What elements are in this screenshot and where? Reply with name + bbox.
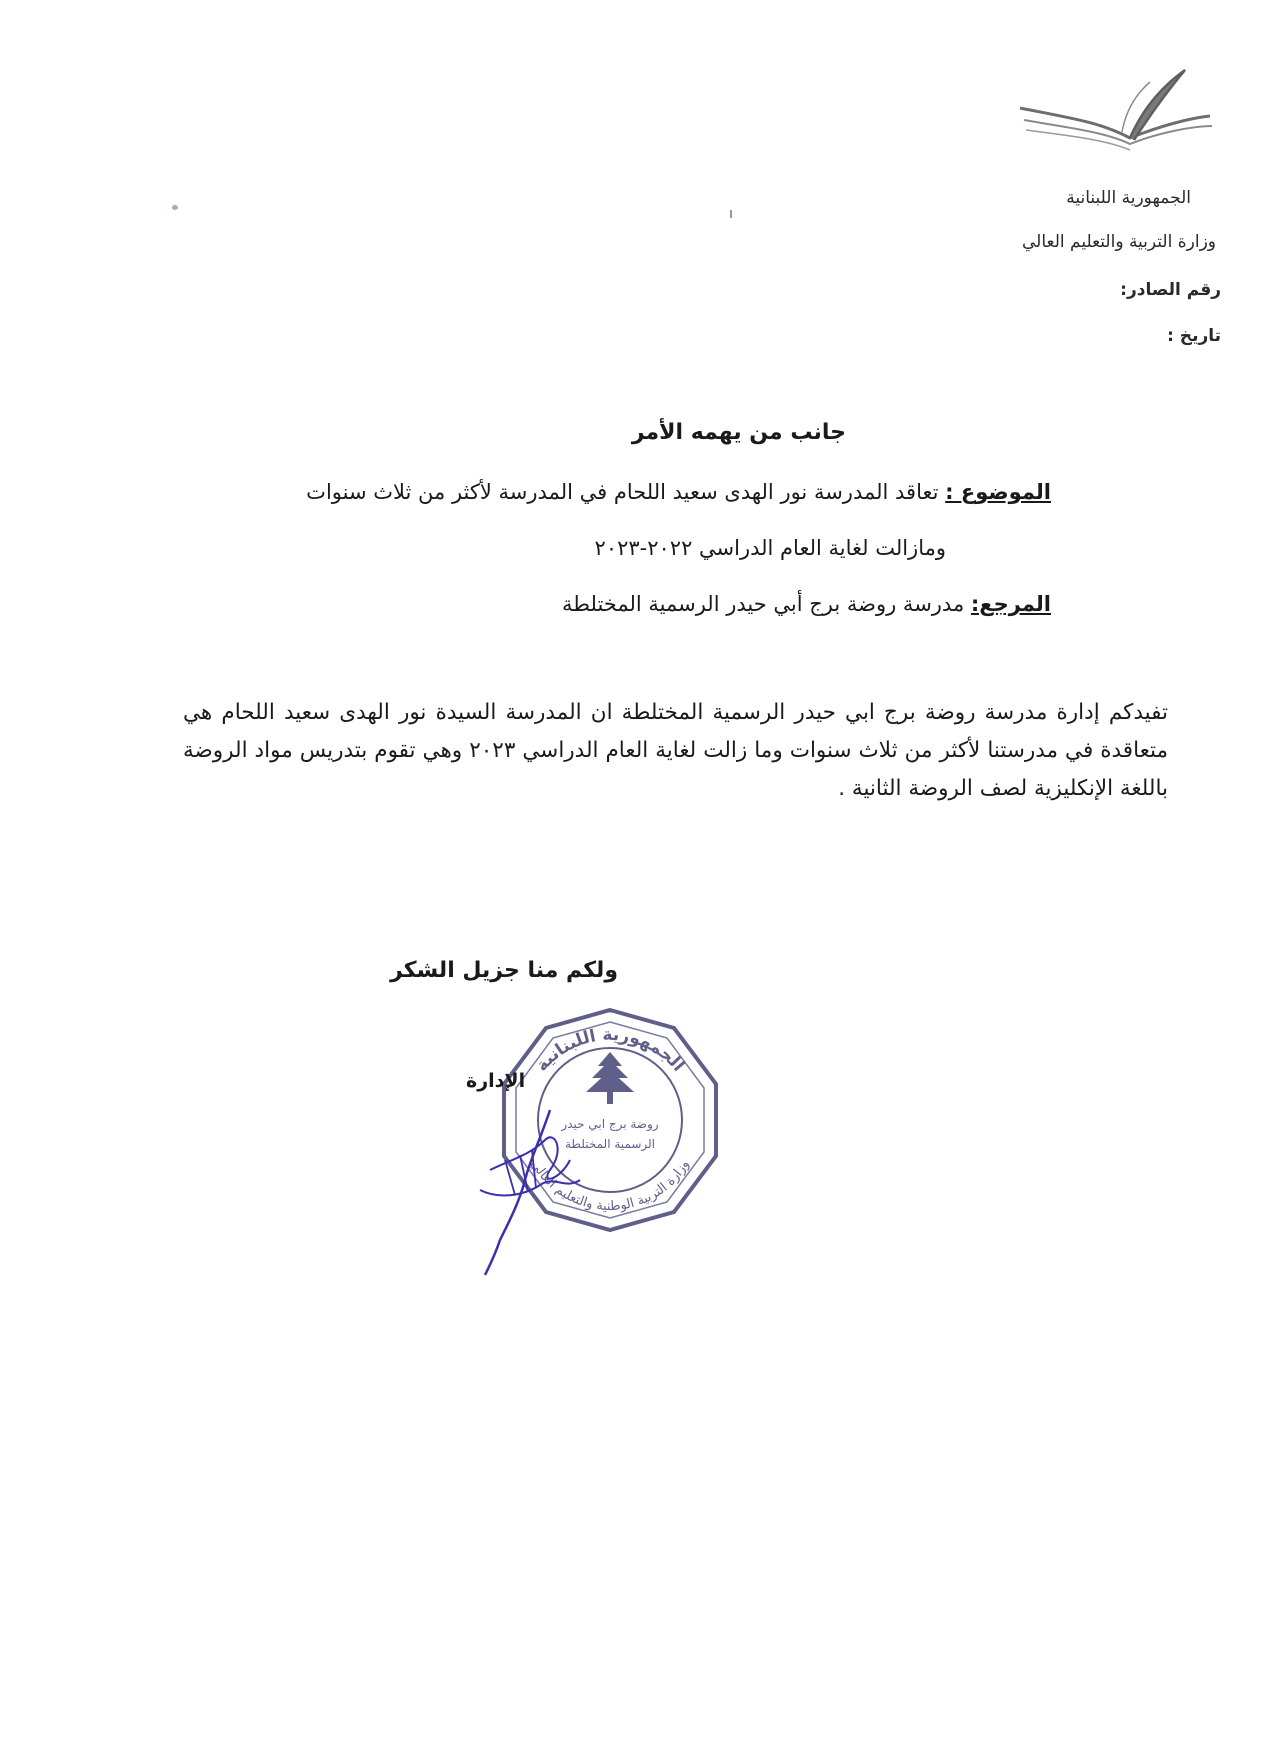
closing-text: ولكم منا جزيل الشكر — [390, 958, 618, 983]
reference-text: مدرسة روضة برج أبي حيدر الرسمية المختلطة — [562, 592, 965, 616]
stamp-ring-top-text: الجمهورية اللبنانية — [531, 1024, 689, 1076]
reference-number-label: رقم الصادر: — [1120, 280, 1221, 300]
stamp-school-line-1: روضة برج ابي حيدر — [561, 1117, 659, 1131]
addressee-heading: جانب من يهمه الأمر — [631, 420, 846, 445]
ministry-name: وزارة التربية والتعليم العالي — [1021, 232, 1216, 252]
cedar-icon — [586, 1052, 634, 1104]
reference-line — [562, 592, 1051, 616]
republic-name: الجمهورية اللبنانية — [1066, 188, 1191, 208]
scan-speck — [172, 205, 178, 210]
subject-text: تعاقد المدرسة نور الهدى سعيد اللحام في المدرسة لأكثر من ثلاث سنوات — [306, 480, 939, 504]
stamp-ring-bottom-text: وزارة التربية الوطنية والتعليم العالي — [527, 1157, 693, 1215]
reference-label: المرجع: — [970, 592, 1051, 616]
subject-line-2: ومازالت لغاية العام الدراسي ٢٠٢٢-٢٠٢٣ — [594, 536, 946, 560]
signatory-label: الإدارة — [466, 1070, 526, 1092]
signature — [470, 1100, 610, 1280]
stamp-school-line-2: الرسمية المختلطة — [564, 1137, 656, 1151]
date-label: تاريخ : — [1167, 326, 1221, 346]
subject-line-1 — [306, 480, 1051, 504]
letter-body: تفيدكم إدارة مدرسة روضة برج ابي حيدر الرسمية المختلطة ان المدرسة السيدة نور الهدى سعيد اللحام هي متعاقدة في مدرستنا لأكثر من ثلاث سنوات وما زالت لغاية العام الدراسي ٢٠٢٣ وهي تقوم بتدريس مواد الروضة باللغة الإنكليزية لصف الروضة الثانية . — [183, 700, 1168, 801]
subject-label: الموضوع : — [945, 480, 1051, 504]
ministry-logo-icon — [1010, 60, 1220, 160]
scan-mark — [730, 210, 732, 218]
